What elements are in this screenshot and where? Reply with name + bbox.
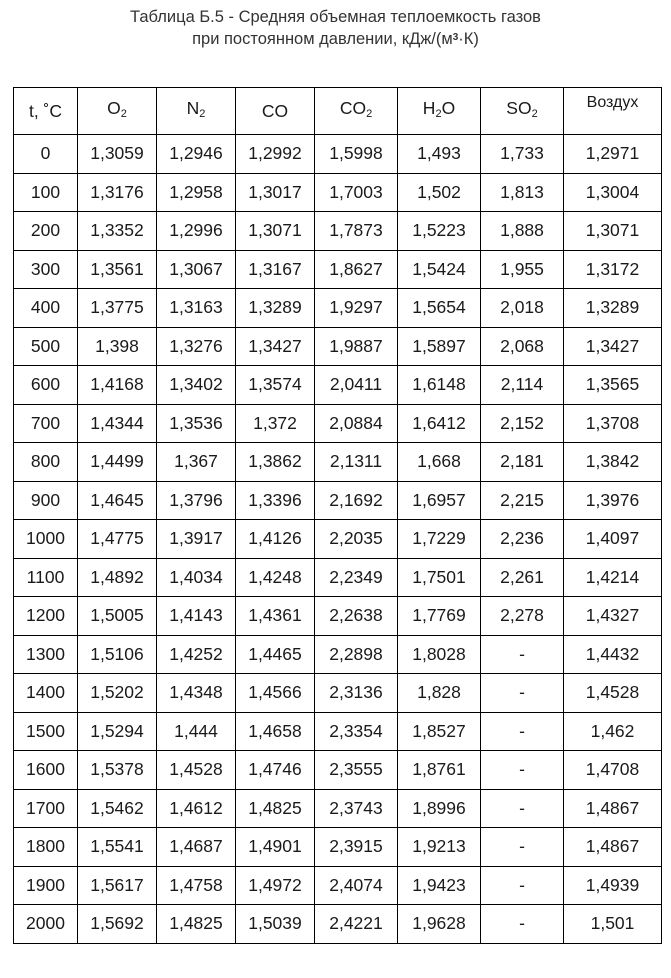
value-cell: 2,181 bbox=[481, 443, 564, 482]
value-cell: 1,493 bbox=[398, 135, 481, 174]
temperature-cell: 2000 bbox=[14, 905, 78, 944]
table-row bbox=[14, 135, 662, 174]
value-cell: 1,5202 bbox=[78, 674, 157, 713]
temperature-cell: 500 bbox=[14, 327, 78, 366]
table-row bbox=[14, 674, 662, 713]
column-header-subscript: 2 bbox=[366, 108, 373, 120]
column-header-subscript: 2 bbox=[120, 108, 127, 120]
column-header-label: SO bbox=[506, 98, 532, 118]
value-cell: 2,278 bbox=[481, 597, 564, 636]
value-cell: 2,3136 bbox=[315, 674, 398, 713]
column-header bbox=[564, 88, 662, 135]
value-cell: 2,215 bbox=[481, 481, 564, 520]
value-cell: 1,3289 bbox=[236, 289, 315, 328]
value-cell: 2,2898 bbox=[315, 635, 398, 674]
value-cell: 1,813 bbox=[481, 173, 564, 212]
value-cell: 1,7873 bbox=[315, 212, 398, 251]
column-header bbox=[14, 88, 78, 135]
column-header-subscript: 2 bbox=[531, 108, 538, 120]
column-header-subscript: 2 bbox=[199, 108, 206, 120]
value-cell: 1,2958 bbox=[157, 173, 236, 212]
value-cell: 1,4214 bbox=[564, 558, 662, 597]
table-row bbox=[14, 789, 662, 828]
value-cell: 1,4327 bbox=[564, 597, 662, 636]
temperature-cell: 1700 bbox=[14, 789, 78, 828]
value-cell: 1,7229 bbox=[398, 520, 481, 559]
value-cell: 1,3427 bbox=[236, 327, 315, 366]
value-cell: 1,8996 bbox=[398, 789, 481, 828]
value-cell: 1,4867 bbox=[564, 828, 662, 867]
value-cell: 1,3574 bbox=[236, 366, 315, 405]
value-cell: 1,6412 bbox=[398, 404, 481, 443]
column-header-label: Воздух bbox=[586, 94, 639, 111]
column-header bbox=[398, 88, 481, 135]
value-cell: - bbox=[481, 789, 564, 828]
value-cell: - bbox=[481, 866, 564, 905]
value-cell: 1,5106 bbox=[78, 635, 157, 674]
table-row bbox=[14, 250, 662, 289]
value-cell: 1,828 bbox=[398, 674, 481, 713]
value-cell: 1,4645 bbox=[78, 481, 157, 520]
value-cell: 1,4658 bbox=[236, 712, 315, 751]
value-cell: 1,4168 bbox=[78, 366, 157, 405]
value-cell: 1,4528 bbox=[564, 674, 662, 713]
table-caption bbox=[0, 6, 671, 50]
value-cell: 1,7003 bbox=[315, 173, 398, 212]
table-body bbox=[14, 135, 662, 944]
value-cell: 1,3071 bbox=[236, 212, 315, 251]
value-cell: 1,462 bbox=[564, 712, 662, 751]
value-cell: 2,0411 bbox=[315, 366, 398, 405]
value-cell: 1,4825 bbox=[157, 905, 236, 944]
value-cell: 2,4074 bbox=[315, 866, 398, 905]
value-cell: 1,888 bbox=[481, 212, 564, 251]
value-cell: 1,3352 bbox=[78, 212, 157, 251]
value-cell: 1,502 bbox=[398, 173, 481, 212]
table-row bbox=[14, 751, 662, 790]
value-cell: 1,3775 bbox=[78, 289, 157, 328]
value-cell: 1,3396 bbox=[236, 481, 315, 520]
value-cell: 1,5998 bbox=[315, 135, 398, 174]
value-cell: 1,3276 bbox=[157, 327, 236, 366]
value-cell: 1,3708 bbox=[564, 404, 662, 443]
temperature-cell: 600 bbox=[14, 366, 78, 405]
value-cell: - bbox=[481, 635, 564, 674]
heat-capacity-table bbox=[13, 87, 662, 944]
value-cell: 1,5617 bbox=[78, 866, 157, 905]
value-cell: 1,3017 bbox=[236, 173, 315, 212]
value-cell: 1,9628 bbox=[398, 905, 481, 944]
value-cell: 2,3915 bbox=[315, 828, 398, 867]
value-cell: - bbox=[481, 828, 564, 867]
value-cell: 1,2996 bbox=[157, 212, 236, 251]
table-row bbox=[14, 866, 662, 905]
column-header-label: O bbox=[107, 98, 121, 118]
value-cell: 2,018 bbox=[481, 289, 564, 328]
value-cell: 1,4708 bbox=[564, 751, 662, 790]
value-cell: 1,3565 bbox=[564, 366, 662, 405]
value-cell: 1,955 bbox=[481, 250, 564, 289]
table-row bbox=[14, 712, 662, 751]
table-header bbox=[14, 88, 662, 135]
caption-line-1: Таблица Б.5 - Средняя объемная теплоемкость газов bbox=[130, 8, 541, 26]
value-cell: 1,4892 bbox=[78, 558, 157, 597]
value-cell: 1,9213 bbox=[398, 828, 481, 867]
value-cell: 1,4687 bbox=[157, 828, 236, 867]
table-row bbox=[14, 404, 662, 443]
value-cell: 1,3402 bbox=[157, 366, 236, 405]
value-cell: 1,3004 bbox=[564, 173, 662, 212]
value-cell: 1,668 bbox=[398, 443, 481, 482]
value-cell: 2,236 bbox=[481, 520, 564, 559]
column-header bbox=[236, 88, 315, 135]
value-cell: 1,4248 bbox=[236, 558, 315, 597]
temperature-cell: 300 bbox=[14, 250, 78, 289]
temperature-cell: 200 bbox=[14, 212, 78, 251]
value-cell: 2,1692 bbox=[315, 481, 398, 520]
value-cell: 1,8761 bbox=[398, 751, 481, 790]
table-row bbox=[14, 327, 662, 366]
temperature-cell: 1000 bbox=[14, 520, 78, 559]
value-cell: 1,2971 bbox=[564, 135, 662, 174]
value-cell: 1,4566 bbox=[236, 674, 315, 713]
value-cell: 1,3163 bbox=[157, 289, 236, 328]
value-cell: - bbox=[481, 712, 564, 751]
value-cell: 1,5223 bbox=[398, 212, 481, 251]
value-cell: 1,3976 bbox=[564, 481, 662, 520]
value-cell: 1,4034 bbox=[157, 558, 236, 597]
column-header-label: N bbox=[186, 98, 200, 118]
header-row bbox=[14, 88, 662, 135]
value-cell: 1,3176 bbox=[78, 173, 157, 212]
value-cell: 1,5294 bbox=[78, 712, 157, 751]
table-row bbox=[14, 481, 662, 520]
temperature-cell: 1600 bbox=[14, 751, 78, 790]
value-cell: 1,2992 bbox=[236, 135, 315, 174]
value-cell: 1,3561 bbox=[78, 250, 157, 289]
value-cell: 1,4097 bbox=[564, 520, 662, 559]
caption-units-suffix: ·К) bbox=[458, 30, 479, 48]
value-cell: 1,4775 bbox=[78, 520, 157, 559]
table-row bbox=[14, 443, 662, 482]
value-cell: 2,2349 bbox=[315, 558, 398, 597]
value-cell: 1,5462 bbox=[78, 789, 157, 828]
column-header bbox=[481, 88, 564, 135]
value-cell: 1,9297 bbox=[315, 289, 398, 328]
value-cell: 2,261 bbox=[481, 558, 564, 597]
column-header-label: H bbox=[422, 98, 436, 118]
value-cell: 1,3842 bbox=[564, 443, 662, 482]
value-cell: 1,5654 bbox=[398, 289, 481, 328]
value-cell: 2,4221 bbox=[315, 905, 398, 944]
value-cell: 2,3555 bbox=[315, 751, 398, 790]
value-cell: 1,4867 bbox=[564, 789, 662, 828]
value-cell: 2,3743 bbox=[315, 789, 398, 828]
value-cell: 1,367 bbox=[157, 443, 236, 482]
value-cell: 1,5541 bbox=[78, 828, 157, 867]
value-cell: 1,4348 bbox=[157, 674, 236, 713]
column-header-label: t, ˚C bbox=[28, 101, 63, 121]
value-cell: 1,733 bbox=[481, 135, 564, 174]
value-cell: 1,7501 bbox=[398, 558, 481, 597]
value-cell: 1,8028 bbox=[398, 635, 481, 674]
value-cell: - bbox=[481, 905, 564, 944]
value-cell: 1,5039 bbox=[236, 905, 315, 944]
value-cell: 1,501 bbox=[564, 905, 662, 944]
value-cell: 1,3536 bbox=[157, 404, 236, 443]
temperature-cell: 1800 bbox=[14, 828, 78, 867]
value-cell: 1,5692 bbox=[78, 905, 157, 944]
value-cell: 1,3862 bbox=[236, 443, 315, 482]
table-row bbox=[14, 289, 662, 328]
value-cell: 1,3289 bbox=[564, 289, 662, 328]
value-cell: 1,3172 bbox=[564, 250, 662, 289]
value-cell: 1,9423 bbox=[398, 866, 481, 905]
caption-units-prefix: при постоянном давлении, кДж/(м bbox=[192, 30, 453, 48]
value-cell: 1,4758 bbox=[157, 866, 236, 905]
value-cell: 1,3917 bbox=[157, 520, 236, 559]
value-cell: 2,3354 bbox=[315, 712, 398, 751]
value-cell: 1,4746 bbox=[236, 751, 315, 790]
temperature-cell: 400 bbox=[14, 289, 78, 328]
value-cell: 1,3167 bbox=[236, 250, 315, 289]
value-cell: 1,3071 bbox=[564, 212, 662, 251]
column-header bbox=[157, 88, 236, 135]
column-header-subscript: 2 bbox=[435, 108, 442, 120]
temperature-cell: 1300 bbox=[14, 635, 78, 674]
caption-units-exponent: 3 bbox=[452, 32, 459, 43]
temperature-cell: 800 bbox=[14, 443, 78, 482]
value-cell: 1,4528 bbox=[157, 751, 236, 790]
value-cell: 1,3067 bbox=[157, 250, 236, 289]
table-row bbox=[14, 212, 662, 251]
column-header-label-tail: O bbox=[441, 98, 456, 118]
table-row bbox=[14, 905, 662, 944]
value-cell: 1,5378 bbox=[78, 751, 157, 790]
value-cell: 1,5897 bbox=[398, 327, 481, 366]
table-row bbox=[14, 520, 662, 559]
value-cell: 1,4972 bbox=[236, 866, 315, 905]
value-cell: 1,9887 bbox=[315, 327, 398, 366]
value-cell: 2,0884 bbox=[315, 404, 398, 443]
table-row bbox=[14, 635, 662, 674]
value-cell: 1,398 bbox=[78, 327, 157, 366]
table-row bbox=[14, 173, 662, 212]
value-cell: 1,4939 bbox=[564, 866, 662, 905]
value-cell: 1,4344 bbox=[78, 404, 157, 443]
value-cell: 1,4465 bbox=[236, 635, 315, 674]
value-cell: 1,7769 bbox=[398, 597, 481, 636]
value-cell: 1,444 bbox=[157, 712, 236, 751]
value-cell: 1,5005 bbox=[78, 597, 157, 636]
temperature-cell: 1900 bbox=[14, 866, 78, 905]
temperature-cell: 100 bbox=[14, 173, 78, 212]
value-cell: 1,8627 bbox=[315, 250, 398, 289]
value-cell: 2,2638 bbox=[315, 597, 398, 636]
value-cell: 1,4126 bbox=[236, 520, 315, 559]
value-cell: 2,068 bbox=[481, 327, 564, 366]
table-row bbox=[14, 366, 662, 405]
table-row bbox=[14, 597, 662, 636]
column-header bbox=[78, 88, 157, 135]
value-cell: 1,4432 bbox=[564, 635, 662, 674]
value-cell: 2,152 bbox=[481, 404, 564, 443]
temperature-cell: 1500 bbox=[14, 712, 78, 751]
value-cell: - bbox=[481, 751, 564, 790]
value-cell: 1,5424 bbox=[398, 250, 481, 289]
value-cell: 1,4499 bbox=[78, 443, 157, 482]
value-cell: 1,4361 bbox=[236, 597, 315, 636]
value-cell: 1,8527 bbox=[398, 712, 481, 751]
value-cell: 2,2035 bbox=[315, 520, 398, 559]
temperature-cell: 1400 bbox=[14, 674, 78, 713]
table-row bbox=[14, 558, 662, 597]
value-cell: 1,3427 bbox=[564, 327, 662, 366]
caption-line-2 bbox=[0, 28, 671, 50]
column-header-label: CO bbox=[261, 101, 289, 121]
value-cell: 2,1311 bbox=[315, 443, 398, 482]
temperature-cell: 700 bbox=[14, 404, 78, 443]
temperature-cell: 1100 bbox=[14, 558, 78, 597]
table-row bbox=[14, 828, 662, 867]
value-cell: 1,3796 bbox=[157, 481, 236, 520]
value-cell: 1,6148 bbox=[398, 366, 481, 405]
value-cell: 2,114 bbox=[481, 366, 564, 405]
temperature-cell: 0 bbox=[14, 135, 78, 174]
value-cell: 1,6957 bbox=[398, 481, 481, 520]
column-header-label: CO bbox=[339, 98, 367, 118]
value-cell: 1,3059 bbox=[78, 135, 157, 174]
value-cell: 1,4901 bbox=[236, 828, 315, 867]
value-cell: - bbox=[481, 674, 564, 713]
value-cell: 1,4252 bbox=[157, 635, 236, 674]
value-cell: 1,2946 bbox=[157, 135, 236, 174]
value-cell: 1,372 bbox=[236, 404, 315, 443]
column-header bbox=[315, 88, 398, 135]
temperature-cell: 1200 bbox=[14, 597, 78, 636]
value-cell: 1,4612 bbox=[157, 789, 236, 828]
value-cell: 1,4825 bbox=[236, 789, 315, 828]
temperature-cell: 900 bbox=[14, 481, 78, 520]
value-cell: 1,4143 bbox=[157, 597, 236, 636]
